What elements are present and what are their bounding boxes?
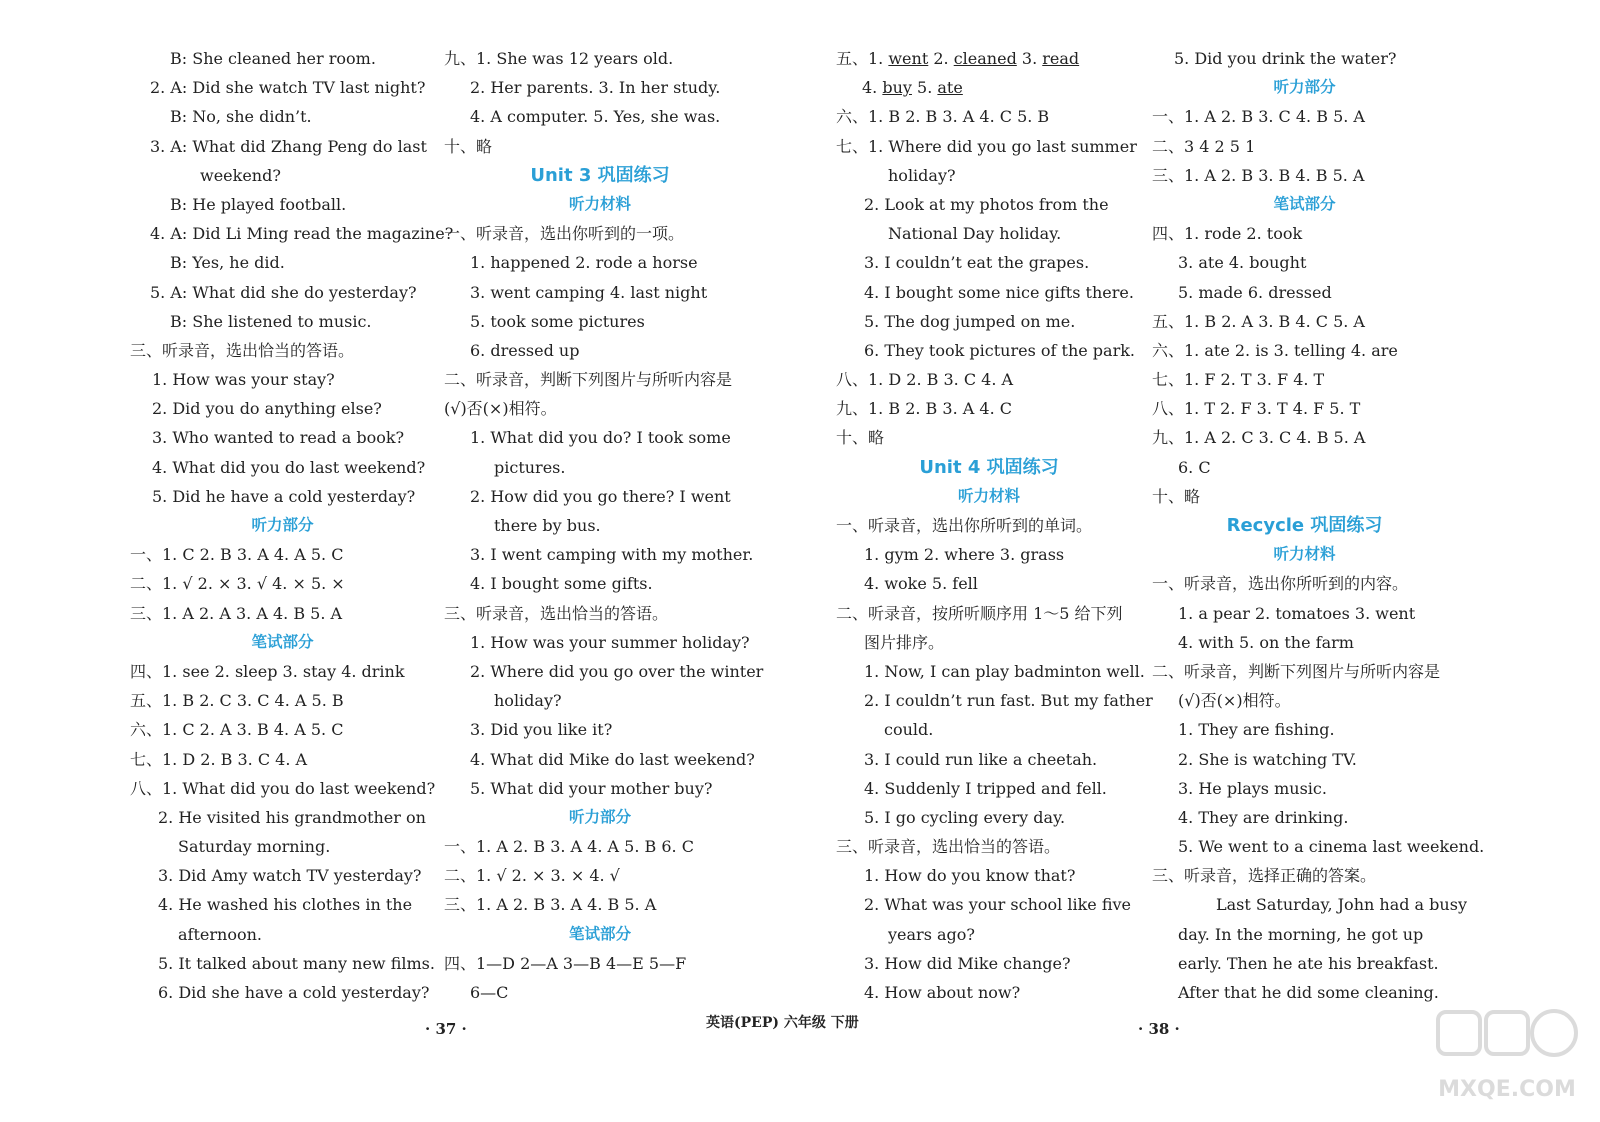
text-line: 1. How was your stay? — [152, 370, 335, 390]
text-line: 一、听录音，选出你所听到的单词。 — [836, 516, 1093, 535]
subsection-heading: 听力部分 — [568, 807, 631, 826]
text-line: 5. A: What did she do yesterday? — [150, 282, 417, 302]
section-heading: Unit 4 巩固练习 — [919, 456, 1059, 478]
text-line: 2. How did you go there? I went — [470, 486, 731, 506]
text-line: B: He played football. — [170, 194, 347, 214]
book-title-footer: 英语(PEP) 六年级 下册 — [706, 1015, 859, 1031]
text-line: 九、1. A 2. C 3. C 4. B 5. A — [1152, 428, 1366, 448]
text-line: 4. What did Mike do last weekend? — [470, 749, 755, 769]
text-line: 三、1. A 2. B 3. B 4. B 5. A — [1152, 165, 1365, 185]
text-line: 5. It talked about many new films. — [158, 953, 435, 973]
text-line: 4. Suddenly I tripped and fell. — [864, 778, 1107, 798]
text-line: 5. Did you drink the water? — [1174, 49, 1397, 68]
text-line: 三、听录音，选出恰当的答语。 — [130, 340, 355, 360]
text-line: 4. A: Did Li Ming read the magazine? — [150, 224, 454, 244]
text-line: 5. took some pictures — [470, 311, 645, 331]
text-line: 4. How about now? — [864, 983, 1021, 1002]
text-line: 二、听录音，判断下列图片与所听内容是 — [444, 370, 733, 390]
text-line: pictures. — [494, 457, 566, 477]
text-line: 四、1. rode 2. took — [1152, 224, 1303, 244]
text-line: 3. I couldn’t eat the grapes. — [864, 253, 1090, 273]
text-line: holiday? — [888, 165, 956, 185]
text-fragment: 2. — [928, 49, 954, 68]
text-line: 1. What did you do? I took some — [470, 428, 731, 448]
text-line: 3. He plays music. — [1178, 778, 1327, 798]
text-line: years ago? — [888, 924, 975, 944]
text-line: 六、1. ate 2. is 3. telling 4. are — [1152, 340, 1398, 360]
text-line: 四、1. see 2. sleep 3. stay 4. drink — [130, 661, 405, 681]
text-line: 3. How did Mike change? — [864, 953, 1071, 973]
text-line: 三、1. A 2. B 3. A 4. B 5. A — [444, 895, 657, 915]
text-line: 1. a pear 2. tomatoes 3. went — [1178, 603, 1416, 623]
text-line: there by bus. — [494, 516, 601, 535]
text-line: 3. ate 4. bought — [1178, 253, 1307, 273]
text-line: day. In the morning, he got up — [1178, 924, 1424, 944]
text-line: 3. A: What did Zhang Peng do last — [150, 136, 427, 156]
text-line: 八、1. What did you do last weekend? — [130, 778, 436, 798]
text-line: 七、1. D 2. B 3. C 4. A — [130, 749, 308, 769]
watermark-logo — [1432, 1004, 1582, 1114]
section-heading: Unit 3 巩固练习 — [530, 164, 670, 186]
text-line: could. — [884, 720, 934, 740]
text-line: Saturday morning. — [178, 837, 331, 857]
text-line: 七、1. Where did you go last summer — [836, 136, 1137, 156]
text-line: 5. What did your mother buy? — [470, 778, 713, 798]
text-line: 1. happened 2. rode a horse — [470, 253, 698, 273]
text-line: 4. He washed his clothes in the — [158, 895, 413, 915]
text-fragment: 5. — [911, 78, 938, 98]
text-line: 2. She is watching TV. — [1178, 749, 1357, 769]
subsection-heading: 听力材料 — [957, 486, 1020, 505]
subsection-heading: 听力部分 — [251, 516, 314, 534]
text-line: 6. dressed up — [470, 340, 580, 360]
text-line: 1. How was your summer holiday? — [470, 632, 750, 652]
section-heading: Recycle 巩固练习 — [1226, 515, 1383, 536]
text-line: 2. He visited his grandmother on — [158, 807, 426, 827]
text-line: 三、1. A 2. A 3. A 4. B 5. A — [130, 603, 343, 623]
subsection-heading: 笔试部分 — [568, 924, 631, 943]
text-line: 5. I go cycling every day. — [864, 807, 1066, 827]
text-line: early. Then he ate his breakfast. — [1178, 953, 1439, 973]
text-line: 三、听录音，选出恰当的答语。 — [444, 603, 669, 623]
text-line: 6. They took pictures of the park. — [864, 340, 1136, 360]
text-line: 4. A computer. 5. Yes, she was. — [470, 107, 721, 127]
text-line: 二、1. √ 2. × 3. √ 4. × 5. × — [130, 574, 345, 594]
text-line: 四、1—D 2—A 3—B 4—E 5—F — [444, 953, 687, 973]
text-line: 4. They are drinking. — [1178, 807, 1349, 827]
text-line: B: Yes, he did. — [170, 253, 285, 273]
text-line: (√)否(×)相符。 — [1178, 691, 1291, 711]
text-line: 4. I bought some gifts. — [470, 574, 653, 594]
text-line: After that he did some cleaning. — [1178, 983, 1439, 1002]
text-line: holiday? — [494, 691, 562, 711]
page-number-right: · 38 · — [1138, 1020, 1180, 1038]
column-3 — [836, 44, 1153, 1007]
column-2 — [444, 44, 764, 1007]
text-line: 2. Where did you go over the winter — [470, 661, 764, 681]
text-line: 5. Did he have a cold yesterday? — [152, 486, 416, 506]
text-line: 五、1. B 2. A 3. B 4. C 5. A — [1152, 311, 1365, 331]
text-line: 一、听录音，选出你听到的一项。 — [444, 224, 685, 244]
text-line: 1. Now, I can play badminton well. — [864, 661, 1145, 681]
text-line: 3. Did Amy watch TV yesterday? — [158, 866, 422, 886]
underlined-answer: read — [1042, 49, 1080, 68]
subsection-heading: 听力材料 — [568, 194, 631, 213]
subsection-heading: 听力部分 — [1273, 78, 1336, 97]
text-line: 六、1. C 2. A 3. B 4. A 5. C — [130, 720, 344, 740]
text-line: 2. Look at my photos from the — [864, 194, 1109, 214]
text-line: 2. Did you do anything else? — [152, 399, 382, 419]
text-line: (√)否(×)相符。 — [444, 399, 557, 419]
text-line: 6. Did she have a cold yesterday? — [158, 983, 430, 1002]
text-line: weekend? — [200, 165, 281, 185]
text-line: 3. went camping 4. last night — [470, 282, 708, 302]
text-line: 十、略 — [444, 136, 493, 156]
text-line: 九、1. B 2. B 3. A 4. C — [836, 399, 1012, 419]
text-line: 六、1. B 2. B 3. A 4. C 5. B — [836, 107, 1050, 127]
text-line: 八、1. D 2. B 3. C 4. A — [836, 370, 1014, 390]
text-line — [836, 44, 1142, 73]
subsection-heading: 听力材料 — [1273, 545, 1336, 564]
text-line: 6. C — [1178, 457, 1211, 477]
text-line: 一、1. A 2. B 3. C 4. B 5. A — [1152, 107, 1365, 127]
text-line: 1. They are fishing. — [1178, 720, 1335, 740]
underlined-answer: cleaned — [953, 49, 1017, 68]
text-line: B: No, she didn’t. — [170, 107, 312, 127]
text-line: 2. What was your school like five — [864, 895, 1132, 915]
text-line: 3. Who wanted to read a book? — [152, 428, 405, 448]
text-line: 3. I went camping with my mother. — [470, 545, 754, 565]
text-line: 十、略 — [1152, 486, 1201, 506]
text-line: 一、1. C 2. B 3. A 4. A 5. C — [130, 545, 344, 565]
text-line: 图片排序。 — [864, 632, 945, 652]
text-line — [836, 73, 1142, 102]
text-line: 1. How do you know that? — [864, 866, 1076, 886]
text-line: 一、1. A 2. B 3. A 4. A 5. B 6. C — [444, 837, 694, 857]
text-fragment: 3. — [1016, 49, 1043, 68]
text-line: 4. What did you do last weekend? — [152, 457, 426, 477]
text-line: 3. I could run like a cheetah. — [864, 749, 1098, 769]
text-line: 二、1. √ 2. × 3. × 4. √ — [444, 866, 620, 886]
text-line: 三、听录音，选择正确的答案。 — [1152, 866, 1377, 886]
text-line: 七、1. F 2. T 3. F 4. T — [1152, 370, 1325, 390]
text-line: 5. made 6. dressed — [1178, 282, 1332, 302]
text-line: 三、听录音，选出恰当的答语。 — [836, 837, 1061, 857]
text-line: afternoon. — [178, 924, 262, 944]
text-line: 4. with 5. on the farm — [1178, 632, 1354, 652]
text-line: B: She listened to music. — [170, 311, 372, 331]
text-line: 五、1. B 2. C 3. C 4. A 5. B — [130, 691, 344, 711]
text-line: 二、听录音，按所听顺序用 1～5 给下列 — [836, 603, 1123, 623]
text-fragment: 4. — [862, 78, 883, 98]
text-line: 2. A: Did she watch TV last night? — [150, 78, 426, 98]
underlined-answer: buy — [882, 78, 912, 98]
watermark-text: MXQE.COM — [1438, 1077, 1576, 1102]
subsection-heading: 笔试部分 — [1273, 194, 1336, 213]
text-line: 九、1. She was 12 years old. — [444, 49, 674, 68]
text-line: 4. I bought some nice gifts there. — [864, 282, 1134, 302]
text-line: 3. Did you like it? — [470, 720, 613, 740]
text-line: 4. woke 5. fell — [864, 574, 978, 594]
text-line: 1. gym 2. where 3. grass — [864, 545, 1065, 565]
text-line: 十、略 — [836, 428, 885, 448]
underlined-answer: ate — [937, 78, 963, 98]
text-line: 一、听录音，选出你所听到的内容。 — [1152, 574, 1409, 594]
column-1 — [130, 44, 454, 1007]
text-line: 2. I couldn’t run fast. But my father — [864, 691, 1153, 711]
column-4 — [1152, 44, 1485, 1007]
text-fragment: 五、1. — [836, 49, 889, 68]
page-number-left: · 37 · — [425, 1020, 467, 1038]
text-line: 八、1. T 2. F 3. T 4. F 5. T — [1152, 399, 1361, 419]
text-line: National Day holiday. — [888, 224, 1062, 244]
text-line: 5. The dog jumped on me. — [864, 311, 1076, 331]
subsection-heading: 笔试部分 — [251, 632, 314, 651]
text-line: B: She cleaned her room. — [170, 49, 376, 68]
text-line: 5. We went to a cinema last weekend. — [1178, 837, 1485, 857]
text-line: 6—C — [470, 983, 509, 1002]
text-line: 二、3 4 2 5 1 — [1152, 136, 1256, 156]
text-line: 二、听录音，判断下列图片与所听内容是 — [1152, 661, 1441, 681]
underlined-answer: went — [888, 49, 929, 68]
text-line: 2. Her parents. 3. In her study. — [470, 78, 721, 98]
text-line: Last Saturday, John had a busy — [1216, 895, 1467, 915]
